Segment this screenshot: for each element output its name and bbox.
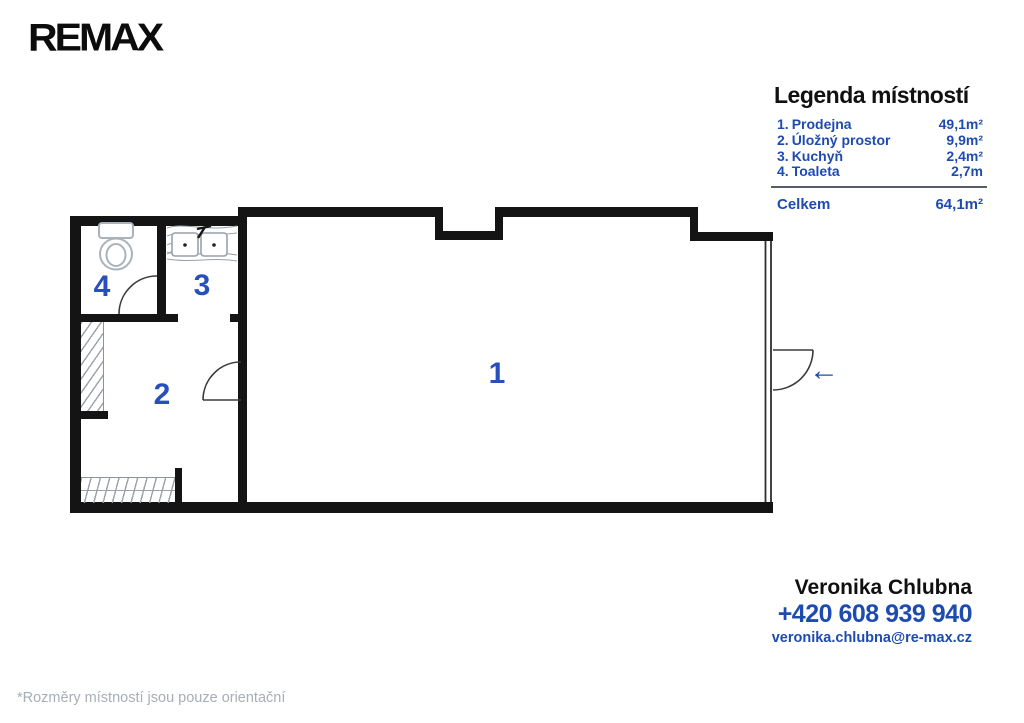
agent-contact-block: [772, 575, 972, 647]
legend-room-number: 2.: [777, 131, 789, 148]
legend-room-name: Prodejna: [791, 116, 852, 132]
storefront-window-line: [766, 241, 772, 502]
legend-room-name: Toaleta: [791, 163, 840, 180]
legend-total-area: 64,1m²: [935, 196, 983, 213]
shelving-hatch-left: [81, 322, 104, 411]
entrance-arrow-icon: ←: [809, 354, 839, 387]
door-arcs: [119, 276, 813, 400]
room-label-2: 2: [153, 378, 171, 411]
agent-email: veronika.chlubna@re-max.cz: [771, 630, 972, 646]
disclaimer-footnote: *Rozměry místností jsou pouze orientační: [17, 690, 286, 706]
legend-room-name: Kuchyň: [791, 147, 844, 164]
legend-room-area: 49,1m²: [938, 116, 983, 132]
remax-logo: REMAX: [28, 14, 162, 60]
legend-room-area: 2,4m²: [946, 147, 983, 164]
kitchen-sink-icon: [167, 226, 237, 261]
legend-room-name: Úložný prostor: [791, 131, 891, 148]
storage-door-arc: [203, 362, 241, 400]
legend-title: Legenda místností: [774, 82, 969, 108]
legend-room-area: 2,7m: [951, 163, 983, 180]
shelving-hatch-bottom: [81, 477, 175, 503]
room-label-3: 3: [193, 269, 211, 302]
agent-phone: +420 608 939 940: [777, 600, 972, 628]
legend-room-area: 9,9m²: [946, 131, 983, 148]
agent-name: Veronika Chlubna: [794, 576, 972, 599]
legend-room-number: 3.: [777, 147, 789, 164]
toilet-door-arc: [119, 276, 157, 314]
entrance-door-arc: [773, 350, 813, 390]
legend-room-number: 1.: [777, 116, 789, 132]
legend-room-number: 4.: [777, 163, 789, 180]
legend-total-label: Celkem: [777, 196, 831, 213]
toilet-icon: [99, 223, 133, 270]
room-label-1: 1: [488, 357, 506, 390]
room-label-4: 4: [93, 270, 111, 303]
